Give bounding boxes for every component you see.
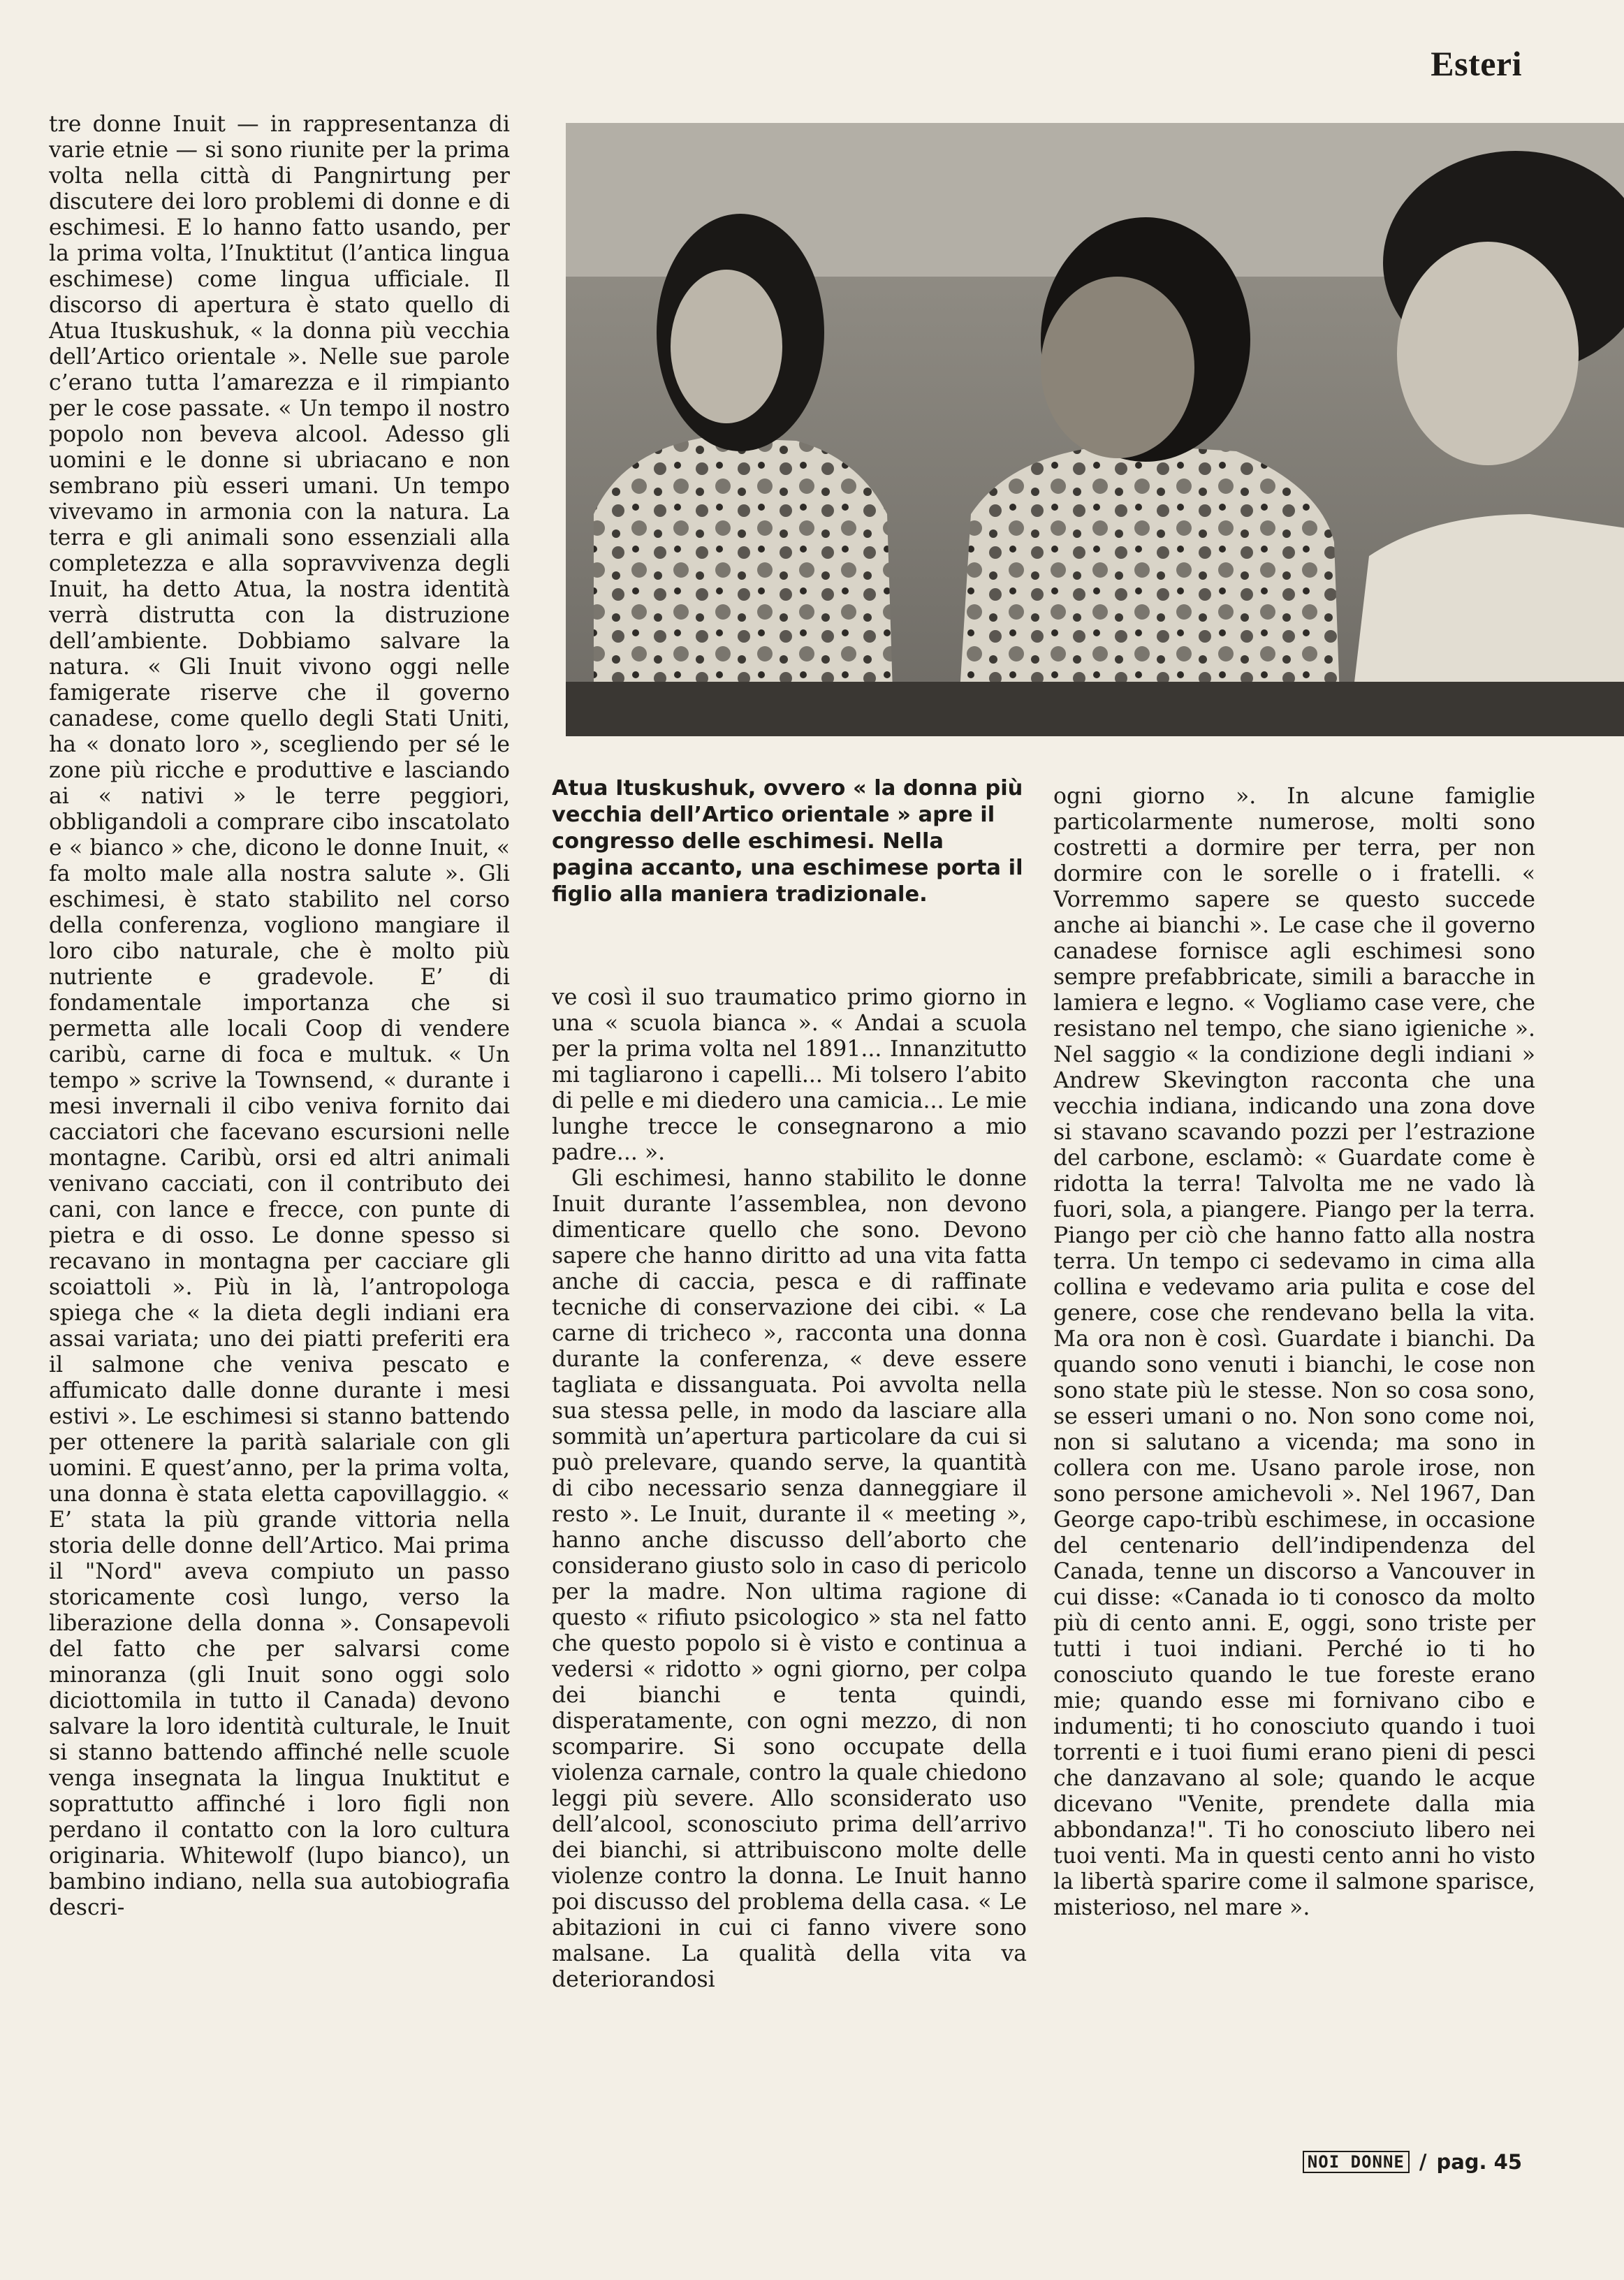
article-paragraph: ve così il suo traumatico primo giorno in una « scuola bianca ». « Andai a scuola per la prima volta nel 1891... Innanzitutto mi tagliarono i capelli... Mi tolsero l’abito di pelle e mi diedero una camicia... Le mie lunghe trecce le consegnarono a mio padre... ». [552,985,1027,1165]
article-paragraph: ogni giorno ». In alcune famiglie particolarmente numerose, molti sono costretti a dormire per terra, per non dormire con le sorelle o i fratelli. « Vorremmo sapere se questo succede anche ai bianchi ». Le case che il governo canadese fornisce agli eschimesi sono sempre prefabbricate, simili a baracche in lamiera e legno. « Vogliamo case vere, che resistano nel tempo, che siano igieniche ». Nel saggio « la condizione degli indiani » Andrew Skevington racconta che una vecchia indiana, indicando una zona dove si stavano scavando pozzi per l’estrazione del carbone, esclamò: « Guardate come è ridotta la terra! Talvolta me ne vado là fuori, sola, a piangere. Piango per la terra. Piango per ciò che hanno fatto alla nostra terra. Un tempo ci sedevamo in cima alla collina e vedevamo aria pulita e cose del genere, cose che rendevano bella la vita. Ma ora non è così. Guardate i bianchi. Da quando sono venuti i bianchi, le cose non sono state più le stesse. Non so cosa sono, se esseri umani o no. Non sono come noi, non si salutano a vicenda; ma sono in collera con me. Usano parole irose, non sono persone amichevoli ». Nel 1967, Dan George capo-tribù eschimese, in occasione del centenario dell’indipendenza del Canada, tenne un discorso a Vancouver in cui disse: «Canada io ti conosco da molto più di cento anni. E, oggi, sono triste per tutti i tuoi indiani. Perché io ti ho conosciuto quando le tue foreste erano mie; quando esse mi fornivano cibo e indumenti; ti ho conosciuto quando i tuoi torrenti e i tuoi fiumi erano pieni di pesci che danzavano al sole; quando le acque dicevano "Venite, prendete dalla mia abbondanza!". Ti ho conosciuto libero nei tuoi venti. Ma in questi cento anni ho visto la libertà sparire come il salmone sparisce, misterioso, nel mare ». [1053,784,1535,1920]
page-footer [1303,2150,1522,2174]
section-label: Esteri [1431,44,1522,83]
article-photo [566,123,1624,736]
photo-illustration [566,123,1624,736]
article-column-1 [49,112,510,2158]
footer-separator: / [1419,2150,1427,2174]
article-paragraph: tre donne Inuit — in rappresentanza di varie etnie — si sono riunite per la prima volta nella città di Pangnirtung per discutere dei loro problemi di donne e di eschimesi. E lo hanno fatto usando, per la prima volta, l’Inuktitut (l’antica lingua eschimese) come lingua ufficiale. Il discorso di apertura è stato quello di Atua Ituskushuk, « la donna più vecchia dell’Artico orientale ». Nelle sue parole c’erano tutta l’amarezza e il rimpianto per le cose passate. « Un tempo il nostro popolo non beveva alcool. Adesso gli uomini e le donne si ubriacano e non sembrano più esseri umani. Un tempo vivevamo in armonia con la natura. La terra e gli animali sono essenziali alla completezza e alla sopravvivenza degli Inuit, ha detto Atua, la nostra identità verrà distrutta con la distruzione dell’ambiente. Dobbiamo salvare la natura. « Gli Inuit vivono oggi nelle famigerate riserve che il governo canadese, come quello degli Stati Uniti, ha « donato loro », scegliendo per sé le zone più ricche e produttive e lasciando ai « nativi » le terre peggiori, obbligandoli a comprare cibo inscatolato e « bianco » che, dicono le donne Inuit, « fa molto male alla nostra salute ». Gli eschimesi, è stato stabilito nel corso della conferenza, vogliono mangiare il loro cibo naturale, che è molto più nutriente e gradevole. E’ di fondamentale importanza che si permetta alle locali Coop di vendere caribù, carne di foca e multuk. « Un tempo » scrive la Townsend, « durante i mesi invernali il cibo veniva fornito dai cacciatori che facevano escursioni nelle montagne. Caribù, orsi ed altri animali venivano cacciati, con il contributo dei cani, con lance e frecce, con punte di pietra e di osso. Le donne spesso si recavano in montagna per cacciare gli scoiattoli ». Più in là, l’antropologa spiega che « la dieta degli indiani era assai variata; uno dei piatti preferiti era il salmone che veniva pescato e affumicato dalle donne durante i mesi estivi ». Le eschimesi si stanno battendo per ottenere la parità salariale con gli uomini. E quest’anno, per la prima volta, una donna è stata eletta capovillaggio. « E’ stata la più grande vittoria nella storia delle donne dell’Artico. Mai prima il "Nord" aveva compiuto un passo storicamente così lungo, verso la liberazione della donna ». Consapevoli del fatto che per salvarsi come minoranza (gli Inuit sono oggi solo diciottomila in tutto il Canada) devono salvare la loro identità culturale, le Inuit si stanno battendo affinché nelle scuole venga insegnata la lingua Inuktitut e soprattutto affinché i loro figli non perdano il contatto con la loro cultura originaria. Whitewolf (lupo bianco), un bambino indiano, nella sua autobiografia descri- [49,112,510,1920]
article-paragraph: Gli eschimesi, hanno stabilito le donne Inuit durante l’assemblea, non devono dimenticare quello che sono. Devono sapere che hanno diritto ad una vita fatta anche di caccia, pesca e di raffinate tecniche di conservazione dei cibi. « La carne di tricheco », racconta una donna durante la conferenza, « deve essere tagliata e dissanguata. Poi avvolta nella sua stessa pelle, in modo da lasciare alla sommità un’apertura particolare da cui si può prelevare, quando serve, la quantità di cibo necessario senza danneggiare il resto ». Le Inuit, durante il « meeting », hanno anche discusso dell’aborto che considerano giusto solo in caso di pericolo per la madre. Non ultima ragione di questo « rifiuto psicologico » sta nel fatto che questo popolo si è visto e continua a vedersi « ridotto » ogni giorno, per colpa dei bianchi e tenta quindi, disperatamente, con ogni mezzo, di non scomparire. Si sono occupate della violenza carnale, contro la quale chiedono leggi più severe. Allo sconsiderato uso dell’alcool, sconosciuto prima dell’arrivo dei bianchi, si attribuiscono molte delle violenze contro la donna. Le Inuit hanno poi discusso del problema della casa. « Le abitazioni in cui ci fanno vivere sono malsane. La qualità della vita va deteriorandosi [552,1166,1027,1992]
article-column-2 [552,985,1027,2165]
page-number: pag. 45 [1436,2150,1522,2174]
article-column-3 [1053,784,1535,2167]
magazine-logo: NOI DONNE [1303,2151,1410,2173]
photo-caption: Atua Ituskushuk, ovvero « la donna più vecchia dell’Artico orientale » apre il congresso delle eschimesi. Nella pagina accanto, una eschimese porta il figlio alla maniera tradizionale. [552,776,1023,907]
